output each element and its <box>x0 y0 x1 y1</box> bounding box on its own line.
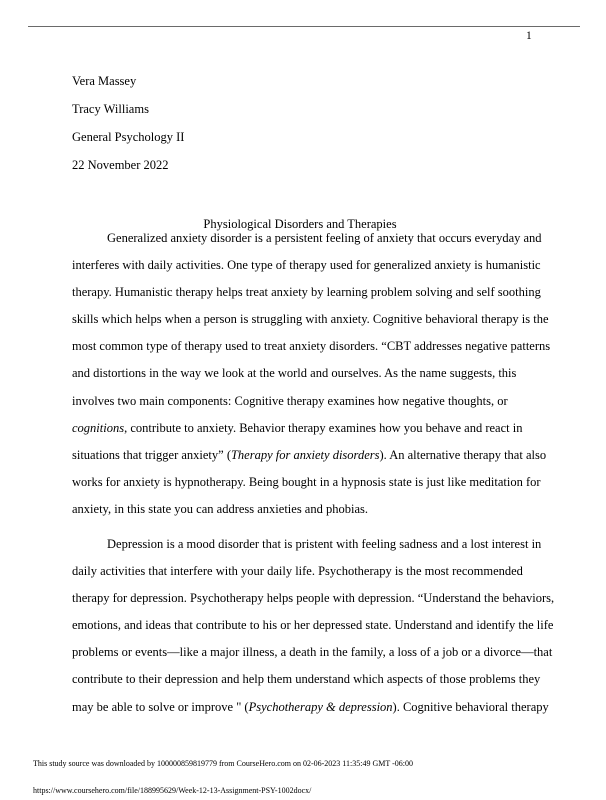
page-number: 1 <box>526 30 532 42</box>
text-line: daily activities that interfere with your daily life. Psychotherapy is the most recommended <box>72 564 523 579</box>
citation-title: Therapy for anxiety disorders <box>230 447 380 462</box>
text-line <box>72 420 550 447</box>
course-name: General Psychology II <box>72 130 185 144</box>
text-segment: ). Cognitive behavioral therapy <box>392 699 549 714</box>
text-line: interferes with daily activities. One type of therapy used for generalized anxiety is humanistic <box>72 258 541 273</box>
text-line: Generalized anxiety disorder is a persistent feeling of anxiety that occurs everyday and <box>107 231 542 245</box>
text-line: therapy for depression. Psychotherapy helps people with depression. “Understand the behaviors, <box>72 591 555 606</box>
text-line: therapy. Humanistic therapy helps treat anxiety by learning problem solving and self soothing <box>72 285 541 300</box>
author-name: Vera Massey <box>72 74 137 88</box>
text-segment: , contribute to anxiety. Behavior therapy examines how you behave and react in <box>124 420 523 435</box>
text-line: most common type of therapy used to treat anxiety disorders. “CBT addresses negative patterns <box>72 339 551 354</box>
text-segment: may be able to solve or improve " ( <box>72 699 249 714</box>
text-segment: ). An alternative therapy that also <box>379 447 547 462</box>
paragraph-depression <box>72 536 554 726</box>
text-line: skills which helps when a person is struggling with anxiety. Cognitive behavioral therapy is the <box>72 312 549 327</box>
instructor-name: Tracy Williams <box>72 102 149 116</box>
italic-term: cognitions <box>72 420 125 435</box>
text-line: Depression is a mood disorder that is pristent with feeling sadness and a lost interest in <box>107 537 542 551</box>
document-title: Physiological Disorders and Therapies <box>203 217 397 231</box>
text-line: and distortions in the way we look at the world and ourselves. As the name suggests, this <box>72 366 517 381</box>
header-rule <box>28 26 580 27</box>
text-line: contribute to their depression and help them understand which aspects of those problems they <box>72 672 541 687</box>
text-line: problems or events—like a major illness, a death in the family, a loss of a job or a divorce—that <box>72 645 553 660</box>
text-line <box>72 699 554 726</box>
citation-title: Psychotherapy & depression <box>248 699 393 714</box>
text-line <box>72 447 550 474</box>
text-line: involves two main components: Cognitive therapy examines how negative thoughts, or <box>72 393 508 408</box>
paragraph-anxiety <box>72 230 550 528</box>
submission-date: 22 November 2022 <box>72 158 169 172</box>
text-segment: situations that trigger anxiety” ( <box>72 447 231 462</box>
text-line: emotions, and ideas that contribute to his or her depressed state. Understand and identify the life <box>72 618 554 633</box>
text-line: works for anxiety is hypnotherapy. Being bought in a hypnosis state is just like meditation for <box>72 474 541 489</box>
text-line: anxiety, in this state you can address anxieties and phobias. <box>72 501 368 516</box>
source-url[interactable]: https://www.coursehero.com/file/188995629/Week-12-13-Assignment-PSY-1002docx/ <box>33 786 312 795</box>
download-notice: This study source was downloaded by 100000859819779 from CourseHero.com on 02-06-2023 11:35:49 GMT -06:00 <box>33 759 413 768</box>
